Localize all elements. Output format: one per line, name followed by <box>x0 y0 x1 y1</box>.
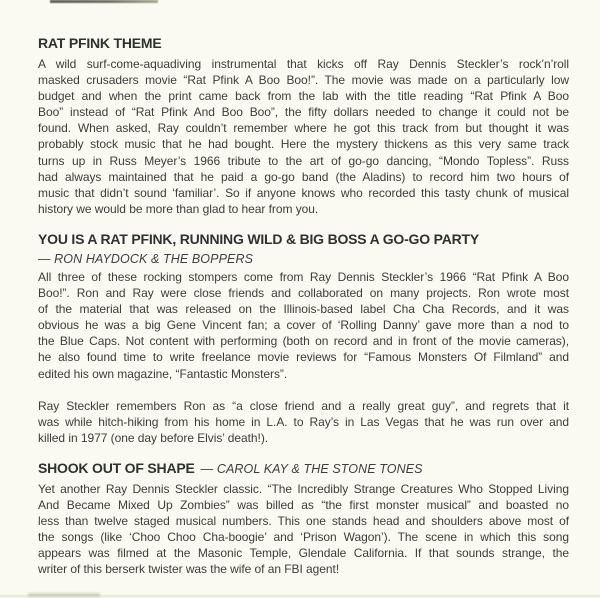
note-line: All three of these rocking stompers come from Ray Dennis Steckler’s 1966 “Rat Pfink A Boo <box>38 269 569 284</box>
note-line: had always maintained that he paid a go-go band (the Aladins) to record him two hours of <box>38 169 569 184</box>
track-title: RAT PFINK THEME <box>38 35 162 51</box>
note-line: Yet another Ray Dennis Steckler classic. “The Incredibly Strange Creatures Who Stopped Living <box>38 481 569 496</box>
note-line: masked crusaders movie “Rat Pfink A Boo Boo!”. The movie was made on a particularly low <box>38 73 569 88</box>
scan-edge-artifact-bottom <box>28 593 100 597</box>
track-artist: — CAROL KAY & THE STONE TONES <box>200 461 423 476</box>
note-line: music that didn’t sound ‘familiar’. So if anyone knows who recorded this tasty chunk of musical <box>38 185 569 200</box>
note-line: budget and when the print came back from the lab with the title reading “Rat Pfink A Boo <box>38 89 569 104</box>
note-line: the songs (like ‘Choo Choo Cha-boogie’ and ‘Prison Wagon’). The scene in which this song <box>38 530 569 545</box>
note-paragraph <box>38 269 569 382</box>
track-title: YOU IS A RAT PFINK, RUNNING WILD & BIG BOSS A GO-GO PARTY <box>38 230 480 247</box>
note-line: the Blue Caps. Not content with performing (both on record and in front of the movie cameras), <box>38 334 569 349</box>
note-line: probably stock music that he had bought. Here the mystery thickens as this very same track <box>38 137 569 152</box>
section-heading <box>38 35 569 52</box>
section-heading <box>38 231 569 248</box>
note-line: And Became Mixed Up Zombies” was billed as “the first monster musical” and boasted no <box>38 497 569 512</box>
note-line: he also found time to write freelance movie reviews for “Famous Monsters Of Filmland” and <box>38 350 569 365</box>
section-heading <box>38 460 569 477</box>
note-line: history we would be more than glad to hear from you. <box>38 201 319 216</box>
note-line: killed in 1977 (one day before Elvis’ death!). <box>38 430 269 445</box>
note-line: edited his own magazine, “Fantastic Monsters”. <box>38 366 288 381</box>
track-note-section <box>38 460 569 578</box>
scan-edge-artifact-top <box>50 0 158 3</box>
note-paragraph <box>38 398 569 446</box>
note-line: found. When asked, Ray couldn’t remember where he got this track from but thought it was <box>38 121 569 136</box>
note-paragraph <box>38 56 569 217</box>
note-line: of the material that was released on the Illinois-based label Cha Cha Records, and it was <box>38 302 569 317</box>
note-paragraph <box>38 481 569 578</box>
note-line: was while hitch-hiking from his home in L.A. to Ray’s in Las Vegas that he was run over and <box>38 414 569 429</box>
note-line: Boo!”. Ron and Ray were close friends and collaborated on many projects. Ron wrote most <box>38 286 569 301</box>
liner-notes <box>38 35 569 577</box>
note-line: less than twelve staged musical numbers. This one stands head and shoulders above most of <box>38 514 569 529</box>
track-title: SHOOK OUT OF SHAPE <box>38 459 195 476</box>
note-line: turns up in Russ Meyer’s 1966 tribute to the art of go-go dancing, “Mondo Topless”. Russ <box>38 153 569 168</box>
note-line: A wild surf-come-aquadiving instrumental that kicks off Ray Dennis Steckler’s rock’n’roll <box>38 57 569 71</box>
note-line: obvious he was a big Gene Vincent fan; a cover of ‘Rolling Danny’ gave more than a nod to <box>38 318 569 333</box>
note-line: Ray Steckler remembers Ron as “a close friend and a really great guy”, and regrets that it <box>38 398 569 413</box>
note-line: Boo” instead of “Rat Pfink And Boo Boo”, the fifty dollars needed to change it could not be <box>38 105 569 120</box>
note-line: writer of this berserk twister was the wife of an FBI agent! <box>38 562 340 577</box>
track-note-section <box>38 231 569 446</box>
track-note-section <box>38 35 569 217</box>
note-line: appears was filmed at the Masonic Temple, Glendale California. If that sounds strange, the <box>38 546 569 561</box>
track-artist: — RON HAYDOCK & THE BOPPERS <box>38 251 254 266</box>
